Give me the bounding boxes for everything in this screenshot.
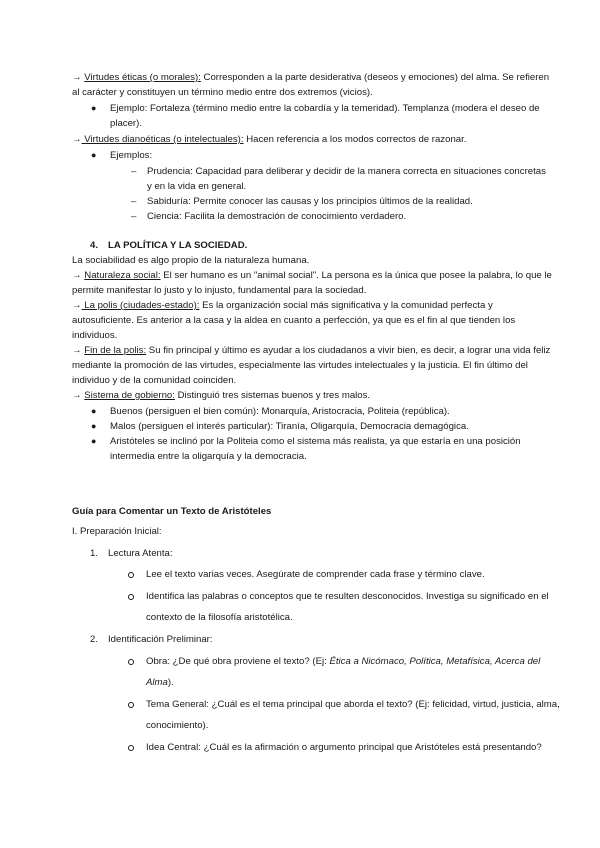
circle-bullet-icon [128, 745, 134, 751]
circle-bullet-icon [128, 702, 134, 708]
virtudes-dianoeticas-line [72, 132, 466, 147]
obra-titles: Ética a Nicómaco, Política, Metafísica, Acerca del [329, 656, 541, 667]
sistema-label: Sistema de gobierno: [84, 390, 175, 401]
arrow-icon: → [72, 300, 82, 311]
naturaleza-line-2: permite manifestar lo justo y lo injusto, fundamental para la sociedad. [72, 285, 367, 296]
item-1-b-line-2: contexto de la filosofía aristotélica. [146, 612, 293, 623]
buenos-line: Buenos (persiguen el bien común): Monarquía, Aristocracia, Politeia (república). [110, 406, 450, 417]
prudencia-line-1: Prudencia: Capacidad para deliberar y decidir de la manera correcta en situaciones concretas [147, 166, 546, 177]
sistema-text: Distinguió tres sistemas buenos y tres malos. [174, 390, 371, 401]
arrow-icon: → [72, 390, 82, 401]
polis-line-2: autosuficiente. Es anterior a la casa y la aldea en cuanto a perfección, ya que es el fin al que tienden los [72, 315, 516, 326]
tema-line-2: conocimiento). [146, 720, 209, 731]
virtudes-eticas-label: Virtudes éticas (o morales): [84, 72, 201, 83]
dash-icon: – [131, 211, 137, 222]
naturaleza-label: Naturaleza social: [84, 270, 161, 281]
item-1-b-line-1: Identifica las palabras o conceptos que te resulten desconocidos. Investiga su significado en el [146, 591, 549, 602]
item-2-number: 2. [90, 634, 99, 645]
obra-title-alma: Alma [146, 677, 168, 688]
fin-line-3: individuo y de la comunidad coinciden. [72, 375, 237, 386]
virtudes-dianoeticas-text: Hacen referencia a los modos correctos de razonar. [243, 134, 467, 145]
naturaleza-line-1 [72, 268, 552, 283]
virtudes-eticas-text: Corresponden a la parte desiderativa (deseos y emociones) del alma. Se refieren [200, 72, 550, 83]
circle-bullet-icon [128, 659, 134, 665]
circle-bullet-icon [128, 572, 134, 578]
prudencia-line-2: y en la vida en general. [147, 181, 247, 192]
polis-text: Es la organización social más significativa y la comunidad perfecta y [199, 300, 493, 311]
bullet-icon: ● [91, 421, 97, 431]
fin-line-2: mediante la promoción de las virtudes, especialmente las virtudes intelectuales y la justicia. El fin último del [72, 360, 528, 371]
ejemplo-line-1: Ejemplo: Fortaleza (término medio entre la cobardía y la temeridad). Templanza (modera el deseo de [110, 103, 540, 114]
fin-text: Su fin principal y último es ayudar a los ciudadanos a vivir bien, es decir, a lograr una vida feliz [146, 345, 551, 356]
obra-line-1 [146, 654, 540, 669]
guia-section-1: I. Preparación Inicial: [72, 526, 162, 537]
item-1-a: Lee el texto varias veces. Asegúrate de comprender cada frase y término clave. [146, 569, 485, 580]
polis-label: La polis (ciudades-estado): [81, 300, 200, 311]
item-1-number: 1. [90, 548, 99, 559]
polis-line-1 [72, 298, 493, 313]
guia-title: Guía para Comentar un Texto de Aristóteles [72, 506, 272, 517]
polis-line-3: individuos. [72, 330, 118, 341]
item-2-label: Identificación Preliminar: [108, 634, 213, 645]
ejemplo-line-2: placer). [110, 118, 142, 129]
ciencia-line: Ciencia: Facilita la demostración de conocimiento verdadero. [147, 211, 407, 222]
tema-line-1: Tema General: ¿Cuál es el tema principal que aborda el texto? (Ej: felicidad, virtud, justicia, alma, [146, 699, 560, 710]
aristoteles-line-1: Aristóteles se inclinó por la Politeia como el sistema más realista, ya que estaría en una posición [110, 436, 521, 447]
idea-line: Idea Central: ¿Cuál es la afirmación o argumento principal que Aristóteles está presentando? [146, 742, 542, 753]
virtudes-eticas-line-2: al carácter y constituyen un término medio entre dos extremos (vicios). [72, 87, 373, 98]
circle-bullet-icon [128, 594, 134, 600]
bullet-icon: ● [91, 406, 97, 416]
item-1-label: Lectura Atenta: [108, 548, 173, 559]
arrow-icon: → [72, 134, 82, 145]
virtudes-eticas-line-1 [72, 70, 549, 85]
politica-heading: LA POLÍTICA Y LA SOCIEDAD. [108, 240, 248, 251]
politica-heading-number: 4. [90, 240, 99, 251]
obra-line-2 [146, 675, 174, 690]
obra-end: ). [167, 677, 174, 688]
naturaleza-text: El ser humano es un "animal social". La persona es la única que posee la palabra, lo que le [160, 270, 552, 281]
bullet-icon: ● [91, 103, 97, 113]
bullet-icon: ● [91, 150, 97, 160]
arrow-icon: → [72, 72, 82, 83]
malos-line: Malos (persiguen el interés particular): Tiranía, Oligarquía, Democracia demagógica. [110, 421, 469, 432]
dash-icon: – [131, 166, 137, 177]
bullet-icon: ● [91, 436, 97, 446]
arrow-icon: → [72, 270, 82, 281]
sabiduria-line: Sabiduría: Permite conocer las causas y los principios últimos de la realidad. [147, 196, 473, 207]
fin-line-1 [72, 343, 550, 358]
dash-icon: – [131, 196, 137, 207]
virtudes-dianoeticas-label: Virtudes dianoéticas (o intelectuales): [81, 134, 244, 145]
arrow-icon: → [72, 345, 82, 356]
ejemplos-label: Ejemplos: [110, 150, 153, 161]
fin-label: Fin de la polis: [84, 345, 147, 356]
obra-text: Obra: ¿De qué obra proviene el texto? (Ej: [146, 656, 330, 667]
sistema-line [72, 388, 370, 403]
politica-intro: La sociabilidad es algo propio de la naturaleza humana. [72, 255, 310, 266]
aristoteles-line-2: intermedia entre la oligarquía y la democracia. [110, 451, 307, 462]
